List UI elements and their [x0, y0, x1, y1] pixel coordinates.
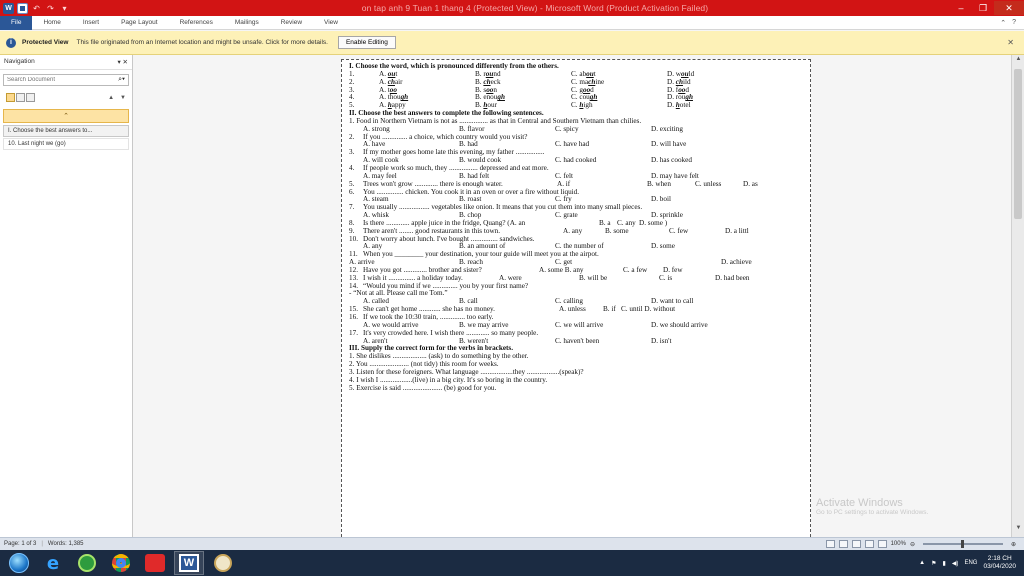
pane-controls[interactable]: ▾ ✕ [117, 59, 128, 66]
document-area [133, 55, 1024, 537]
document-text: B. will be [579, 273, 608, 282]
watermark-title: Activate Windows [816, 497, 903, 509]
scroll-up-arrow-icon[interactable]: ▲ [1015, 56, 1022, 62]
document-text: C. good [571, 85, 594, 94]
document-text: Have you got ............. brother and sister? [363, 265, 482, 274]
document-text: A. aren't [363, 336, 388, 345]
clock-time: 2:18 CH [987, 555, 1012, 562]
word-app-icon[interactable]: W [3, 3, 14, 14]
help-icon[interactable]: ? [1012, 18, 1016, 26]
undo-icon[interactable]: ↶ [33, 3, 40, 13]
search-input[interactable] [7, 77, 107, 83]
document-text: A. too [379, 85, 397, 94]
navigation-title: Navigation [4, 58, 35, 65]
volume-icon[interactable]: ◀) [951, 560, 959, 567]
document-text: “Would you mind if we .............. you by your first name? [363, 281, 529, 290]
document-text: D. child [667, 77, 691, 86]
document-text: B. would cook [459, 156, 502, 165]
document-text: A. arrive [349, 258, 375, 267]
watermark-subtitle: Go to PC settings to activate Windows. [816, 509, 929, 516]
document-text: C. we will arrive [555, 320, 604, 329]
document-text: A. we would arrive [363, 320, 419, 329]
clock[interactable] [983, 555, 1016, 571]
document-text: A. any [563, 226, 583, 235]
tab-file[interactable]: File [0, 16, 32, 30]
document-text: Is there ............. apple juice in the fridge, Quang? (A. an [363, 218, 526, 227]
document-text: 5. [349, 179, 355, 188]
document-line [349, 189, 807, 197]
document-text: II. Choose the best answers to complete the following sentences. [349, 109, 544, 118]
tab-review[interactable]: Review [280, 18, 303, 26]
search-box [3, 74, 129, 86]
document-text: - “Not at all. Please call me Tom.” [349, 289, 448, 298]
save-icon[interactable] [17, 3, 28, 14]
page-count[interactable]: Page: 1 of 3 [4, 541, 37, 547]
full-screen-view-button[interactable] [839, 540, 848, 548]
zoom-in-icon[interactable]: ⊕ [1010, 541, 1016, 548]
protected-view-title: Protected View [22, 39, 69, 46]
headings-view-icon[interactable] [6, 93, 15, 102]
tab-home[interactable]: Home [43, 18, 61, 26]
ribbon-tabs [0, 16, 1024, 30]
word-taskbar-icon[interactable]: W [174, 551, 204, 575]
document-text: 7. [349, 203, 355, 212]
scroll-down-arrow-icon[interactable]: ▼ [1015, 525, 1022, 531]
document-text: 1. She dislikes ................... (ask) to do something by the other. [349, 352, 529, 361]
document-text: A. chair [379, 77, 403, 86]
document-text: B. an amount of [459, 242, 506, 251]
window-title: on tap anh 9 Tuan 1 thang 4 (Protected View) - Microsoft Word (Product Activation Failed) [361, 3, 709, 13]
document-text: 4. [349, 93, 355, 102]
taskbar [0, 550, 1024, 576]
document-text: C. have had [555, 140, 590, 149]
document-body [349, 63, 807, 392]
title-bar [0, 0, 1024, 16]
document-text: 3. Listen for these foreigners. What language ..................they ..................(speak)? [349, 367, 584, 376]
document-line [349, 385, 807, 393]
close-button[interactable]: ✕ [994, 1, 1024, 15]
document-text: 2. You ...................... (not tidy) this room for weeks. [349, 360, 499, 369]
nav-heading-item[interactable]: I. Choose the best answers to... [3, 125, 129, 137]
document-text: C. any [617, 218, 636, 227]
customize-qat-icon[interactable]: ▾ [62, 3, 67, 13]
results-view-icon[interactable] [26, 93, 35, 102]
document-text: When you ________ your destination, your tour guide will meet you at the airpot. [363, 250, 599, 259]
vertical-scrollbar[interactable] [1011, 55, 1024, 537]
web-layout-view-button[interactable] [852, 540, 861, 548]
document-text: D. a littl [725, 226, 749, 235]
start-button[interactable] [4, 551, 34, 575]
document-text: C. the number of [555, 242, 604, 251]
document-text: A. strong [363, 124, 390, 133]
document-text: There aren't ........ good restaurants in this town. [363, 226, 501, 235]
redo-icon[interactable]: ↷ [47, 3, 54, 13]
document-text: B. roast [459, 195, 482, 204]
document-text: D. boil [651, 195, 671, 204]
document-text: D. want to call [651, 297, 694, 306]
protected-view-message[interactable]: This file originated from an Internet location and might be unsafe. Click for more details. [76, 39, 328, 46]
document-text: B. call [459, 297, 478, 306]
previous-icon[interactable]: ▲ [108, 94, 115, 101]
document-text: 3. [349, 148, 355, 157]
draft-view-button[interactable] [878, 540, 887, 548]
activate-windows-watermark [816, 497, 928, 516]
windows-orb-icon [9, 553, 29, 573]
document-text: B. enough [475, 93, 505, 102]
document-text: D. sprinkle [651, 211, 683, 220]
document-text: 17. [349, 328, 358, 337]
document-text: B. a [599, 218, 611, 227]
document-text: A. though [379, 93, 409, 102]
document-text: 8. [349, 218, 355, 227]
document-text: B. flavor [459, 124, 485, 133]
pages-view-icon[interactable] [16, 93, 25, 102]
document-text: A. whisk [363, 211, 389, 220]
nav-heading-item[interactable]: 10. Last night we (go) [3, 138, 129, 150]
document-text: B. when [647, 179, 671, 188]
document-text: B. soon [475, 85, 497, 94]
document-text: D. exciting [651, 124, 683, 133]
clock-date: 03/04/2020 [983, 563, 1016, 570]
document-text: C. about [571, 69, 596, 78]
document-text: C. unless [695, 179, 722, 188]
next-icon[interactable]: ▼ [120, 94, 126, 101]
protected-view-bar [0, 31, 1024, 55]
document-text: You usually ................. vegetables like onion. It means that you cut them into many small pieces. [363, 203, 643, 212]
document-text: D. has cooked [651, 156, 692, 165]
document-text: It's very crowded here. I wish there ............. so many people. [363, 328, 539, 337]
word-count[interactable]: Words: 1,385 [47, 541, 84, 547]
document-text: 1. [349, 69, 355, 78]
document-text: I. Choose the word, which is pronounced differently from the others. [349, 62, 559, 70]
status-bar: Page: 1 of 3 | Words: 1,385 100% ⊖ ⊕ [0, 537, 1024, 550]
document-text: 5. [349, 101, 355, 110]
print-layout-view-button[interactable] [826, 540, 835, 548]
document-text: 3. [349, 85, 355, 94]
document-text: Trees won't grow ............. there is enough water. [363, 179, 503, 188]
document-text: 12. [349, 265, 358, 274]
document-text: 14. [349, 281, 358, 290]
document-text: D. some [651, 242, 675, 251]
document-text: B. round [475, 69, 501, 78]
document-text: I wish it ............... a holiday today. [363, 273, 463, 282]
document-text: B. chop [459, 211, 482, 220]
minimize-ribbon-icon[interactable]: ⌃ [1000, 19, 1007, 27]
document-text: A. have [363, 140, 386, 149]
navigation-pane [0, 55, 133, 537]
garena-icon[interactable] [140, 551, 170, 575]
system-tray [919, 555, 1024, 571]
document-text: D. some ) [639, 218, 668, 227]
zoom-out-icon[interactable]: ⊖ [909, 541, 915, 548]
document-text: D. rough [667, 93, 693, 102]
document-text: D. may have felt [651, 171, 699, 180]
document-text: B. weren't [459, 336, 489, 345]
document-text: C. machine [571, 77, 605, 86]
internet-explorer-icon[interactable]: e [46, 552, 60, 574]
close-icon[interactable]: ✕ [1007, 38, 1014, 47]
document-text: D. had been [715, 273, 750, 282]
document-text: C. felt [555, 171, 573, 180]
document-text: 6. [349, 187, 355, 196]
document-text: A. steam [363, 195, 389, 204]
document-text: 2. [349, 132, 355, 141]
document-text: D. food [667, 85, 689, 94]
navigation-header [0, 55, 132, 70]
zoom-slider[interactable] [923, 543, 1003, 545]
document-text: A. unless [559, 305, 586, 314]
document-text: C. grate [555, 211, 578, 220]
document-text: A. if [557, 179, 571, 188]
document-text: B. hour [475, 101, 497, 110]
enable-editing-button[interactable]: Enable Editing [338, 36, 396, 49]
document-text: B. had felt [459, 171, 490, 180]
search-icon[interactable]: ⌕▾ [118, 76, 125, 83]
document-text: C. cough [571, 93, 598, 102]
document-text: D. achieve [721, 258, 752, 267]
document-text: C. get [555, 258, 573, 267]
document-text: D. we should arrive [651, 320, 708, 329]
document-text: C. a few [623, 265, 648, 274]
document-line [349, 204, 807, 212]
document-text: D. hotel [667, 101, 691, 110]
tab-page-layout[interactable]: Page Layout [121, 18, 158, 26]
document-text: A. happy [379, 101, 406, 110]
document-text: A. were [499, 273, 522, 282]
scrollbar-thumb[interactable] [1014, 69, 1022, 219]
document-text: 2. [349, 77, 355, 86]
document-text: B. if [603, 305, 616, 314]
document-text: B. some [605, 226, 629, 235]
document-text: C. high [571, 101, 593, 110]
document-text: 9. [349, 226, 355, 235]
outline-view-button[interactable] [865, 540, 874, 548]
document-text: If you .............. a choice, which country would you visit? [363, 132, 528, 141]
tab-references[interactable]: References [179, 18, 213, 26]
minimize-button[interactable]: ‒ [958, 3, 964, 13]
document-text: D. few [663, 265, 683, 274]
document-page[interactable] [341, 59, 811, 537]
zoom-level[interactable]: 100% [890, 541, 906, 547]
document-text: B. had [459, 140, 478, 149]
show-hidden-icons-icon[interactable]: ▲ [919, 560, 926, 566]
document-text: A. any [363, 242, 383, 251]
flag-icon[interactable]: ⚑ [931, 560, 937, 567]
document-text: A. will cook [363, 156, 399, 165]
document-line [349, 165, 807, 173]
document-text: Don't worry about lunch. I've bought ............... sandwiches. [363, 234, 535, 243]
document-text: 4. I wish I ..................(live) in a big city. It's so boring in the country. [349, 375, 548, 384]
document-text: C. fry [555, 195, 572, 204]
info-icon: i [6, 38, 16, 48]
navigation-views [0, 90, 132, 105]
document-text: A. may feel [363, 171, 397, 180]
tab-insert[interactable]: Insert [82, 18, 100, 26]
document-text: D. would [667, 69, 695, 78]
document-text: 5. Exercise is said ...................... (be) good for you. [349, 383, 497, 392]
document-text: C. haven't been [555, 336, 600, 345]
tab-view[interactable]: View [324, 18, 338, 26]
document-text: A. out [379, 69, 398, 78]
document-text: 4. [349, 163, 355, 172]
paint-icon[interactable] [208, 551, 238, 575]
document-text: C. calling [555, 297, 583, 306]
scroll-up-icon[interactable]: ⌃ [3, 109, 129, 123]
network-icon[interactable]: ▮ [942, 560, 946, 567]
document-text: B. check [475, 77, 501, 86]
document-text: A. some B. any [539, 265, 584, 274]
chrome-icon[interactable] [106, 551, 136, 575]
document-text: 10. [349, 234, 358, 243]
document-text: D. as [743, 179, 758, 188]
document-text: If my mother goes home late this evening, my father ................ [363, 148, 545, 157]
document-text: 16. [349, 313, 358, 321]
document-text: C. is [659, 273, 673, 282]
language-indicator[interactable]: ENG [964, 560, 978, 566]
document-text: D. isn't [651, 336, 672, 345]
document-text: D. will have [651, 140, 687, 149]
document-text: A. called [363, 297, 389, 306]
document-text: C. few [669, 226, 689, 235]
restore-button[interactable]: ❐ [978, 2, 988, 13]
quick-access-toolbar [0, 3, 120, 14]
document-text: B. we may arrive [459, 320, 509, 329]
document-text: C. spicy [555, 124, 579, 133]
document-text: 11. [349, 250, 358, 259]
document-text: You ............... chicken. You cook it in an oven or over a fire without liquid. [363, 187, 580, 196]
document-text: C. had cooked [555, 156, 597, 165]
document-text: III. Supply the correct form for the verbs in brackets. [349, 344, 514, 353]
document-text: If people work so much, they ................ depressed and eat more. [363, 163, 549, 172]
document-text: 15. [349, 305, 358, 314]
document-text: 1. Food in Northern Vietnam is not as ................ as that in Central and Southern Vietnam than chilies. [349, 116, 642, 125]
document-text: She can't get home ............ she has no money. [363, 305, 495, 314]
coccoc-browser-icon[interactable] [72, 551, 102, 575]
document-text: C. until D. without [621, 305, 676, 314]
document-text: 13. [349, 273, 358, 282]
tab-mailings[interactable]: Mailings [234, 18, 259, 26]
document-text: B. reach [459, 258, 483, 267]
document-text: If we took the 10:30 train, .............. too early. [363, 313, 494, 321]
